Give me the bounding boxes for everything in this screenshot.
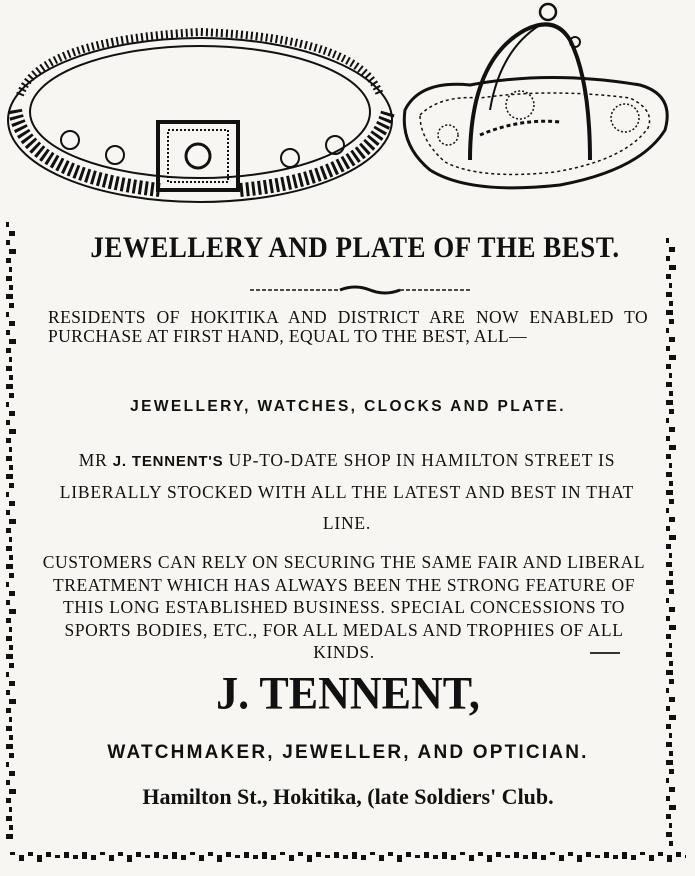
intro-paragraph: RESIDENTS OF HOKITIKA AND DISTRICT ARE NOW ENABLED TO PURCHASE AT FIRST HAND, EQUAL TO THE BEST, ALL— [48, 307, 648, 346]
headline-initial: J [90, 230, 105, 264]
address-line: Hamilton St., Hokitika, (late Soldiers' Club. [142, 784, 554, 809]
shop-prefix: MR [78, 450, 108, 470]
headline-text: EWELLERY AND PLATE OF THE BEST. [104, 230, 620, 264]
left-border-ornament [4, 222, 24, 842]
customers-paragraph: CUSTOMERS CAN RELY ON SECURING THE SAME FAIR AND LIBERAL TREATMENT WHICH HAS ALWAYS BEEN THE STRONG FEATURE OF THIS LONG ESTABLISHED BUSINESS. SPECIAL CONCESSIONS TO SPORTS BODIES, ETC., FOR ALL MEDALS AND TROPHIES OF ALL KINDS. [42, 552, 646, 662]
divider-ornament [240, 282, 480, 298]
basket-dish-illustration [404, 4, 667, 188]
goods-line: JEWELLERY, WATCHES, CLOCKS AND PLATE. [130, 398, 566, 415]
headline [60, 230, 650, 264]
trades-line: WATCHMAKER, JEWELLER, AND OPTICIAN. [107, 742, 589, 763]
bottom-border-ornament [10, 848, 686, 870]
bracelet-illustration [8, 32, 392, 202]
right-border-ornament [664, 238, 686, 848]
shop-paragraph [44, 445, 650, 539]
engraving-illustrations [0, 0, 695, 215]
shop-text: UP-TO-DATE SHOP IN HAMILTON STREET IS LIBERALLY STOCKED WITH ALL THE LATEST AND BEST IN THAT LINE. [59, 450, 635, 533]
short-rule [590, 652, 620, 654]
proprietor-name: J. TENNENT, [216, 667, 480, 720]
shop-name: J. TENNENT'S [112, 453, 224, 470]
